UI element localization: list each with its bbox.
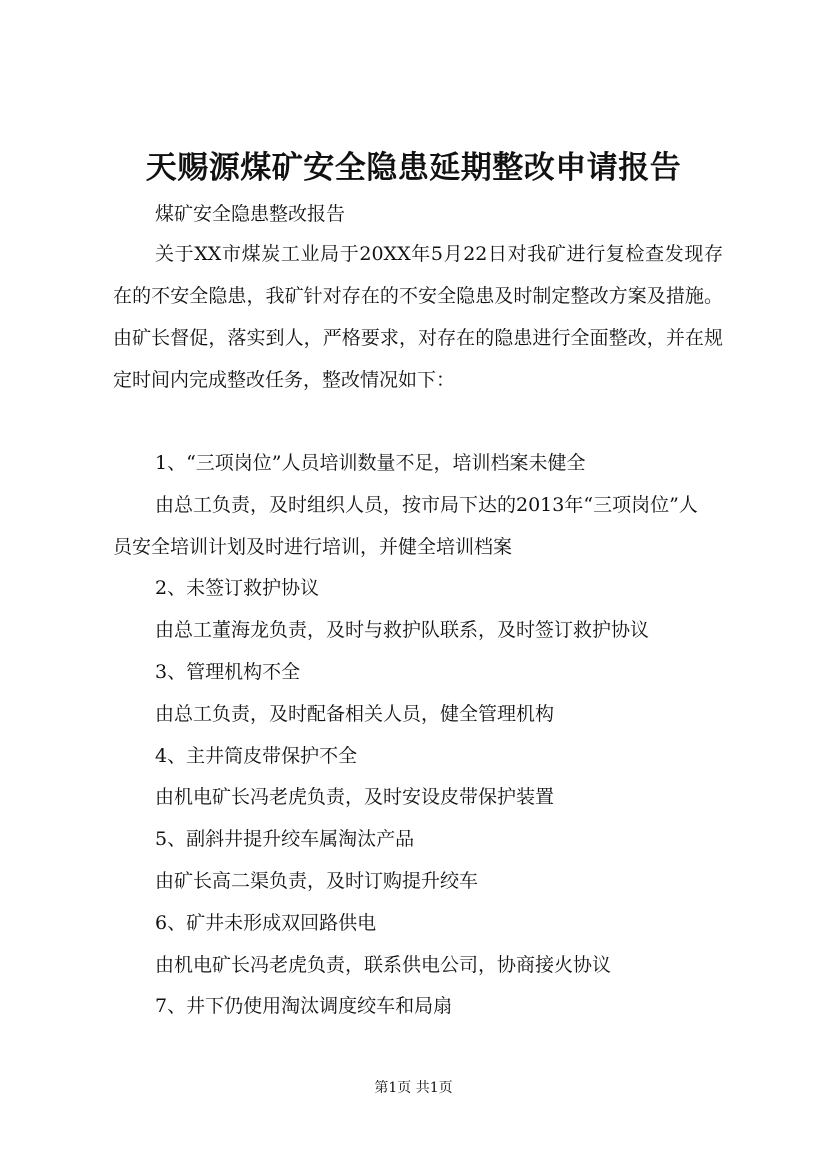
item-heading: 7、井下仍使用淘汰调度绞车和局扇 (155, 995, 453, 1018)
item-action: 由机电矿长冯老虎负责，联系供电公司，协商接火协议 (155, 953, 612, 976)
item-heading: 4、主井筒皮带保护不全 (155, 744, 358, 767)
items-list (113, 443, 733, 1028)
item-action: 由机电矿长冯老虎负责，及时安设皮带保护装置 (155, 786, 555, 809)
item-action: 由总工董海龙负责，及时与救护队联系，及时签订救护协议 (155, 619, 650, 642)
page-footer: 第1页 共1页 (374, 1080, 453, 1096)
item-action: 由矿长高二渠负责，及时订购提升绞车 (155, 869, 479, 892)
document-subtitle: 煤矿安全隐患整改报告 (155, 203, 346, 225)
item-heading: 2、未签订救护协议 (155, 577, 320, 600)
item-heading: 3、管理机构不全 (155, 660, 301, 683)
item-action: 由总工负责，及时配备相关人员，健全管理机构 (155, 702, 555, 725)
item-heading: 5、副斜井提升绞车属淘汰产品 (155, 828, 415, 851)
item-heading: 1、“三项岗位”人员培训数量不足，培训档案未健全 (155, 452, 586, 474)
item-action: 由总工负责，及时组织人员，按市局下达的2013年“三项岗位”人员安全培训计划及时进行培训，并健全培训档案 (113, 493, 698, 558)
item-heading: 6、矿井未形成双回路供电 (155, 911, 377, 934)
intro-paragraph: 关于XX市煤炭工业局于20XX年5月22日对我矿进行复检查发现存在的不安全隐患，我矿针对存在的不安全隐患及时制定整改方案及措施。由矿长督促，落实到人，严格要求，对存在的隐患进行全面整改，并在规定时间内完成整改任务，整改情况如下： (113, 243, 723, 391)
document-title: 天赐源煤矿安全隐患延期整改申请报告 (145, 150, 682, 186)
